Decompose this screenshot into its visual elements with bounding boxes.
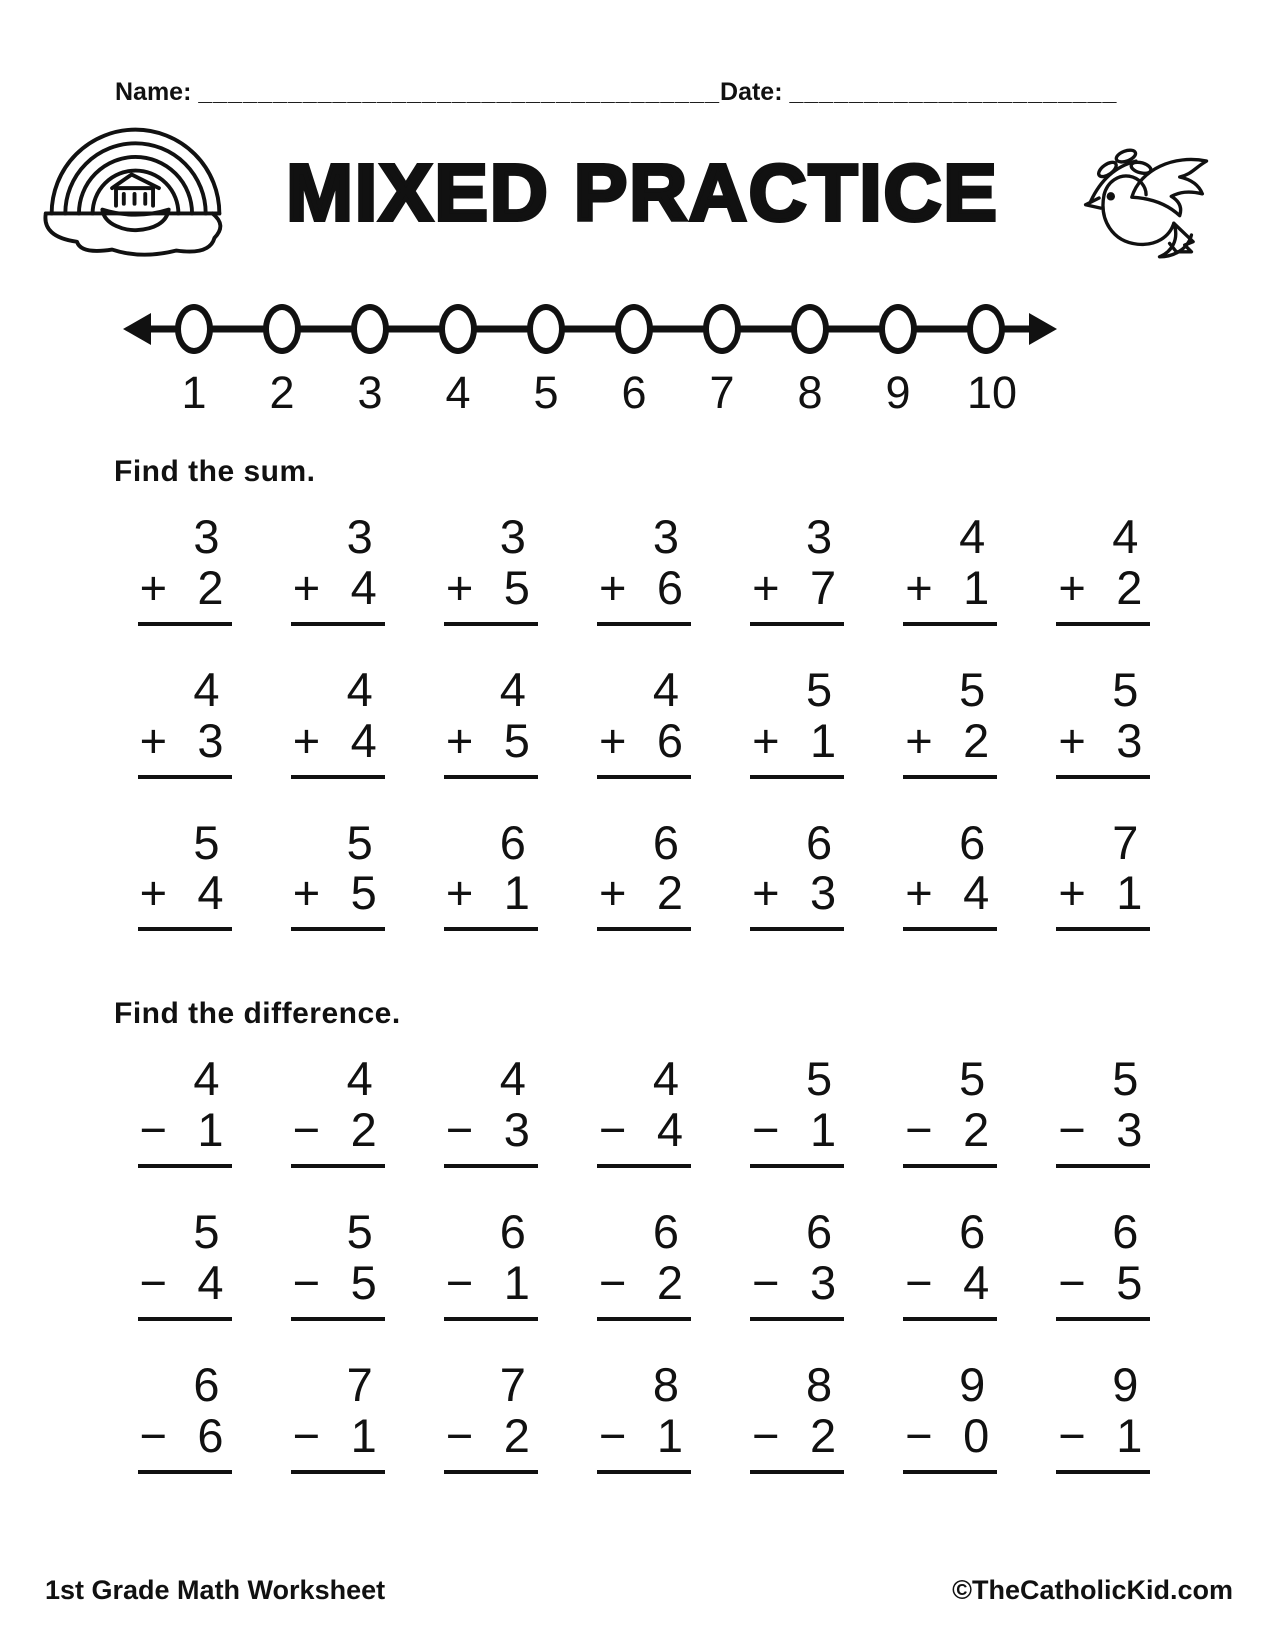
bottom-operand: 5 bbox=[503, 560, 530, 614]
math-problem bbox=[444, 1052, 538, 1168]
plus-operator-icon: + bbox=[598, 560, 627, 614]
date-blank-line: ______________________ bbox=[789, 78, 1118, 106]
plus-operator-icon: + bbox=[445, 560, 474, 614]
name-field bbox=[115, 78, 720, 107]
plus-operator-icon: + bbox=[598, 713, 627, 767]
bottom-operand: 2 bbox=[656, 1255, 683, 1309]
top-operand: 3 bbox=[805, 510, 833, 563]
top-operand: 7 bbox=[499, 1357, 526, 1411]
math-problem bbox=[903, 1357, 997, 1474]
number-line-point bbox=[527, 304, 565, 354]
date-label: Date: bbox=[720, 78, 783, 106]
top-operand: 6 bbox=[1112, 1205, 1139, 1258]
top-operand: 5 bbox=[1112, 1052, 1139, 1106]
bottom-operand: 3 bbox=[1116, 1103, 1143, 1157]
plus-operator-icon: + bbox=[292, 866, 321, 920]
math-problem bbox=[1056, 1052, 1150, 1168]
number-line-point bbox=[703, 304, 741, 354]
bottom-operand-answer-line bbox=[138, 867, 232, 931]
bottom-operand-answer-line bbox=[138, 715, 232, 779]
number-line-label: 3 bbox=[357, 367, 383, 418]
bottom-operand: 4 bbox=[197, 866, 224, 920]
bottom-operand: 5 bbox=[350, 866, 377, 920]
top-operand: 4 bbox=[652, 1052, 679, 1106]
bottom-operand: 1 bbox=[963, 560, 990, 614]
bottom-operand: 6 bbox=[656, 713, 683, 767]
minus-operator-icon: − bbox=[292, 1103, 321, 1157]
plus-operator-icon: + bbox=[292, 713, 321, 767]
bottom-operand: 6 bbox=[197, 1408, 224, 1462]
top-operand: 6 bbox=[499, 1205, 526, 1258]
bottom-operand: 6 bbox=[656, 560, 683, 614]
name-blank-line: ___________________________________ bbox=[198, 78, 721, 106]
bottom-operand: 5 bbox=[1116, 1255, 1143, 1309]
bottom-operand: 5 bbox=[503, 713, 530, 767]
math-problem bbox=[750, 815, 844, 932]
plus-operator-icon: + bbox=[139, 866, 168, 920]
top-operand: 4 bbox=[193, 1052, 220, 1106]
bottom-operand-answer-line bbox=[291, 715, 385, 779]
bottom-operand-answer-line bbox=[444, 715, 538, 779]
minus-operator-icon: − bbox=[445, 1103, 474, 1157]
math-problem bbox=[291, 1205, 385, 1321]
bottom-operand: 1 bbox=[656, 1408, 683, 1462]
top-operand: 4 bbox=[652, 662, 679, 716]
plus-operator-icon: + bbox=[1058, 866, 1086, 920]
bottom-operand-answer-line bbox=[291, 562, 385, 626]
problem-row bbox=[108, 1357, 1180, 1474]
top-operand: 7 bbox=[1112, 815, 1139, 869]
minus-operator-icon: − bbox=[752, 1255, 780, 1309]
math-problem bbox=[1056, 1205, 1150, 1321]
top-operand: 3 bbox=[499, 510, 526, 563]
bottom-operand-answer-line bbox=[1056, 562, 1150, 626]
plus-operator-icon: + bbox=[445, 713, 474, 767]
number-line-label: 2 bbox=[269, 367, 295, 418]
bottom-operand: 1 bbox=[503, 1255, 530, 1309]
bottom-operand: 4 bbox=[656, 1103, 683, 1157]
sum-section bbox=[108, 455, 1180, 931]
bottom-operand-answer-line bbox=[597, 1410, 691, 1474]
bottom-operand-answer-line bbox=[903, 1257, 997, 1321]
top-operand: 3 bbox=[346, 510, 373, 563]
bottom-operand-answer-line bbox=[597, 1104, 691, 1168]
top-operand: 3 bbox=[652, 510, 679, 563]
dove-olive-branch-icon bbox=[1052, 117, 1220, 269]
bottom-operand-answer-line bbox=[138, 1257, 232, 1321]
math-problem bbox=[1056, 815, 1150, 932]
bottom-operand: 1 bbox=[1116, 1408, 1143, 1462]
top-operand: 5 bbox=[805, 1052, 833, 1106]
top-operand: 8 bbox=[805, 1357, 833, 1411]
plus-operator-icon: + bbox=[905, 713, 933, 767]
math-problem bbox=[750, 1205, 844, 1321]
number-line-point bbox=[263, 304, 301, 354]
math-problem bbox=[138, 1205, 232, 1321]
number-line-label: 8 bbox=[797, 367, 823, 418]
top-operand: 5 bbox=[805, 662, 833, 716]
bottom-operand: 2 bbox=[350, 1103, 377, 1157]
math-problem bbox=[750, 1052, 844, 1168]
minus-operator-icon: − bbox=[445, 1408, 474, 1462]
bottom-operand-answer-line bbox=[444, 867, 538, 931]
top-operand: 9 bbox=[959, 1357, 986, 1411]
math-problem bbox=[750, 510, 844, 626]
header bbox=[0, 0, 1275, 107]
plus-operator-icon: + bbox=[752, 713, 780, 767]
top-operand: 5 bbox=[193, 815, 220, 869]
plus-operator-icon: + bbox=[445, 866, 474, 920]
bottom-operand-answer-line bbox=[903, 1410, 997, 1474]
bottom-operand-answer-line bbox=[1056, 715, 1150, 779]
bottom-operand: 1 bbox=[197, 1103, 224, 1157]
math-problem bbox=[138, 815, 232, 932]
bottom-operand-answer-line bbox=[903, 715, 997, 779]
bottom-operand-answer-line bbox=[750, 562, 844, 626]
bottom-operand: 1 bbox=[350, 1408, 377, 1462]
bottom-operand: 4 bbox=[350, 713, 377, 767]
top-operand: 4 bbox=[1112, 510, 1139, 563]
plus-operator-icon: + bbox=[139, 560, 168, 614]
bottom-operand-answer-line bbox=[597, 1257, 691, 1321]
number-line bbox=[175, 299, 1018, 419]
minus-operator-icon: − bbox=[905, 1255, 933, 1309]
minus-operator-icon: − bbox=[1058, 1103, 1086, 1157]
bottom-operand: 1 bbox=[809, 713, 837, 767]
bottom-operand-answer-line bbox=[1056, 1104, 1150, 1168]
number-line-label: 9 bbox=[885, 367, 911, 418]
problem-row bbox=[108, 1052, 1180, 1168]
top-operand: 5 bbox=[193, 1205, 220, 1258]
bottom-operand: 2 bbox=[1116, 560, 1143, 614]
top-operand: 6 bbox=[959, 1205, 986, 1258]
bottom-operand: 5 bbox=[350, 1255, 377, 1309]
plus-operator-icon: + bbox=[752, 560, 780, 614]
bottom-operand-answer-line bbox=[291, 867, 385, 931]
plus-operator-icon: + bbox=[905, 560, 933, 614]
bottom-operand-answer-line bbox=[138, 1104, 232, 1168]
section-heading: Find the difference. bbox=[114, 997, 401, 1031]
problem-row bbox=[108, 1205, 1180, 1321]
top-operand: 5 bbox=[346, 1205, 373, 1258]
minus-operator-icon: − bbox=[905, 1408, 933, 1462]
footer bbox=[45, 1575, 1233, 1606]
bottom-operand-answer-line bbox=[903, 1104, 997, 1168]
number-line-point bbox=[351, 304, 389, 354]
math-problem bbox=[597, 815, 691, 932]
bottom-operand: 2 bbox=[809, 1408, 837, 1462]
number-line-point bbox=[175, 304, 213, 354]
top-operand: 4 bbox=[346, 1052, 373, 1106]
math-problem bbox=[903, 815, 997, 932]
top-operand: 6 bbox=[959, 815, 986, 869]
math-problem bbox=[750, 1357, 844, 1474]
title-band bbox=[0, 113, 1275, 273]
top-operand: 6 bbox=[652, 815, 679, 869]
math-problem bbox=[138, 510, 232, 626]
bottom-operand-answer-line bbox=[1056, 1410, 1150, 1474]
top-operand: 4 bbox=[193, 662, 220, 716]
math-problem bbox=[444, 662, 538, 779]
math-problem bbox=[444, 1357, 538, 1474]
minus-operator-icon: − bbox=[445, 1255, 474, 1309]
bottom-operand-answer-line bbox=[1056, 1257, 1150, 1321]
number-line-label: 4 bbox=[445, 367, 471, 418]
plus-operator-icon: + bbox=[292, 560, 321, 614]
bottom-operand-answer-line bbox=[750, 715, 844, 779]
bottom-operand: 3 bbox=[503, 1103, 530, 1157]
bottom-operand-answer-line bbox=[903, 562, 997, 626]
bottom-operand-answer-line bbox=[291, 1410, 385, 1474]
top-operand: 4 bbox=[346, 662, 373, 716]
bottom-operand-answer-line bbox=[903, 867, 997, 931]
number-line-point bbox=[879, 304, 917, 354]
top-operand: 7 bbox=[346, 1357, 373, 1411]
bottom-operand: 3 bbox=[197, 713, 224, 767]
plus-operator-icon: + bbox=[1058, 713, 1086, 767]
minus-operator-icon: − bbox=[905, 1103, 933, 1157]
bottom-operand: 4 bbox=[963, 866, 990, 920]
minus-operator-icon: − bbox=[1058, 1255, 1086, 1309]
math-problem bbox=[597, 510, 691, 626]
math-problem bbox=[597, 1205, 691, 1321]
top-operand: 5 bbox=[959, 662, 986, 716]
worksheet-title: MIXED PRACTICE bbox=[286, 148, 999, 237]
math-problem bbox=[138, 662, 232, 779]
problem-row bbox=[108, 662, 1180, 779]
plus-operator-icon: + bbox=[598, 866, 627, 920]
minus-operator-icon: − bbox=[292, 1408, 321, 1462]
bottom-operand-answer-line bbox=[444, 1104, 538, 1168]
bottom-operand: 4 bbox=[350, 560, 377, 614]
top-operand: 6 bbox=[805, 815, 833, 869]
bottom-operand: 1 bbox=[503, 866, 530, 920]
minus-operator-icon: − bbox=[598, 1103, 627, 1157]
math-problem bbox=[291, 815, 385, 932]
number-line-track bbox=[175, 299, 1005, 359]
plus-operator-icon: + bbox=[1058, 560, 1086, 614]
math-problem bbox=[444, 1205, 538, 1321]
bottom-operand-answer-line bbox=[444, 562, 538, 626]
math-problem bbox=[291, 1052, 385, 1168]
minus-operator-icon: − bbox=[752, 1408, 780, 1462]
number-line-point bbox=[439, 304, 477, 354]
bottom-operand: 2 bbox=[963, 713, 990, 767]
bottom-operand-answer-line bbox=[1056, 867, 1150, 931]
top-operand: 5 bbox=[346, 815, 373, 869]
minus-operator-icon: − bbox=[139, 1255, 168, 1309]
top-operand: 6 bbox=[805, 1205, 833, 1258]
bottom-operand-answer-line bbox=[750, 1410, 844, 1474]
footer-worksheet-label: 1st Grade Math Worksheet bbox=[45, 1575, 386, 1605]
bottom-operand-answer-line bbox=[597, 715, 691, 779]
bottom-operand: 1 bbox=[809, 1103, 837, 1157]
bottom-operand: 3 bbox=[809, 866, 837, 920]
minus-operator-icon: − bbox=[752, 1103, 780, 1157]
minus-operator-icon: − bbox=[139, 1103, 168, 1157]
top-operand: 6 bbox=[499, 815, 526, 869]
top-operand: 4 bbox=[499, 1052, 526, 1106]
bottom-operand: 2 bbox=[197, 560, 224, 614]
math-problem bbox=[444, 815, 538, 932]
math-problem bbox=[903, 1205, 997, 1321]
difference-section bbox=[108, 997, 1180, 1473]
math-problem bbox=[903, 1052, 997, 1168]
top-operand: 9 bbox=[1112, 1357, 1139, 1411]
bottom-operand: 7 bbox=[809, 560, 837, 614]
bottom-operand: 2 bbox=[503, 1408, 530, 1462]
math-problem bbox=[138, 1052, 232, 1168]
math-problem bbox=[1056, 510, 1150, 626]
math-problem bbox=[291, 662, 385, 779]
minus-operator-icon: − bbox=[1058, 1408, 1086, 1462]
top-operand: 8 bbox=[652, 1357, 679, 1411]
bottom-operand-answer-line bbox=[444, 1257, 538, 1321]
bottom-operand: 4 bbox=[197, 1255, 224, 1309]
name-label: Name: bbox=[115, 78, 192, 106]
math-problem bbox=[291, 1357, 385, 1474]
minus-operator-icon: − bbox=[598, 1408, 627, 1462]
number-line-right-arrow bbox=[1029, 313, 1057, 345]
bottom-operand-answer-line bbox=[291, 1104, 385, 1168]
top-operand: 4 bbox=[959, 510, 986, 563]
minus-operator-icon: − bbox=[139, 1408, 168, 1462]
top-operand: 4 bbox=[499, 662, 526, 716]
bottom-operand: 1 bbox=[1116, 866, 1143, 920]
bottom-operand-answer-line bbox=[291, 1257, 385, 1321]
top-operand: 5 bbox=[1112, 662, 1139, 716]
number-line-label: 6 bbox=[621, 367, 647, 418]
bottom-operand-answer-line bbox=[444, 1410, 538, 1474]
math-problem bbox=[291, 510, 385, 626]
number-line-label: 10 bbox=[967, 367, 1018, 418]
top-operand: 6 bbox=[193, 1357, 220, 1411]
math-problem bbox=[597, 1052, 691, 1168]
problem-row bbox=[108, 510, 1180, 626]
number-line-left-arrow bbox=[123, 313, 151, 345]
number-line-point bbox=[967, 304, 1005, 354]
number-line-point bbox=[615, 304, 653, 354]
footer-copyright: ©TheCatholicKid.com bbox=[952, 1575, 1233, 1605]
date-field bbox=[720, 78, 1117, 107]
number-line-label: 5 bbox=[533, 367, 559, 418]
top-operand: 6 bbox=[652, 1205, 679, 1258]
bottom-operand: 4 bbox=[963, 1255, 990, 1309]
math-problem bbox=[1056, 1357, 1150, 1474]
number-line-point bbox=[791, 304, 829, 354]
minus-operator-icon: − bbox=[292, 1255, 321, 1309]
bottom-operand: 2 bbox=[963, 1103, 990, 1157]
number-line-label: 1 bbox=[181, 367, 207, 418]
problem-sections bbox=[0, 455, 1275, 1474]
plus-operator-icon: + bbox=[752, 866, 780, 920]
bottom-operand-answer-line bbox=[597, 562, 691, 626]
bottom-operand: 0 bbox=[963, 1408, 990, 1462]
math-problem bbox=[903, 510, 997, 626]
top-operand: 5 bbox=[959, 1052, 986, 1106]
math-problem bbox=[597, 1357, 691, 1474]
plus-operator-icon: + bbox=[905, 866, 933, 920]
bottom-operand-answer-line bbox=[597, 867, 691, 931]
bottom-operand: 3 bbox=[809, 1255, 837, 1309]
bottom-operand-answer-line bbox=[138, 562, 232, 626]
plus-operator-icon: + bbox=[139, 713, 168, 767]
bottom-operand-answer-line bbox=[138, 1410, 232, 1474]
minus-operator-icon: − bbox=[598, 1255, 627, 1309]
bottom-operand-answer-line bbox=[750, 867, 844, 931]
math-problem bbox=[750, 662, 844, 779]
problem-row bbox=[108, 815, 1180, 932]
math-problem bbox=[597, 662, 691, 779]
bottom-operand: 3 bbox=[1116, 713, 1143, 767]
math-problem bbox=[444, 510, 538, 626]
bottom-operand-answer-line bbox=[750, 1257, 844, 1321]
bottom-operand-answer-line bbox=[750, 1104, 844, 1168]
math-problem bbox=[903, 662, 997, 779]
math-problem bbox=[1056, 662, 1150, 779]
bottom-operand: 2 bbox=[656, 866, 683, 920]
section-heading: Find the sum. bbox=[114, 455, 316, 488]
number-line-label: 7 bbox=[709, 367, 735, 418]
top-operand: 3 bbox=[193, 510, 220, 563]
noahs-ark-rainbow-icon bbox=[38, 119, 233, 267]
math-problem bbox=[138, 1357, 232, 1474]
